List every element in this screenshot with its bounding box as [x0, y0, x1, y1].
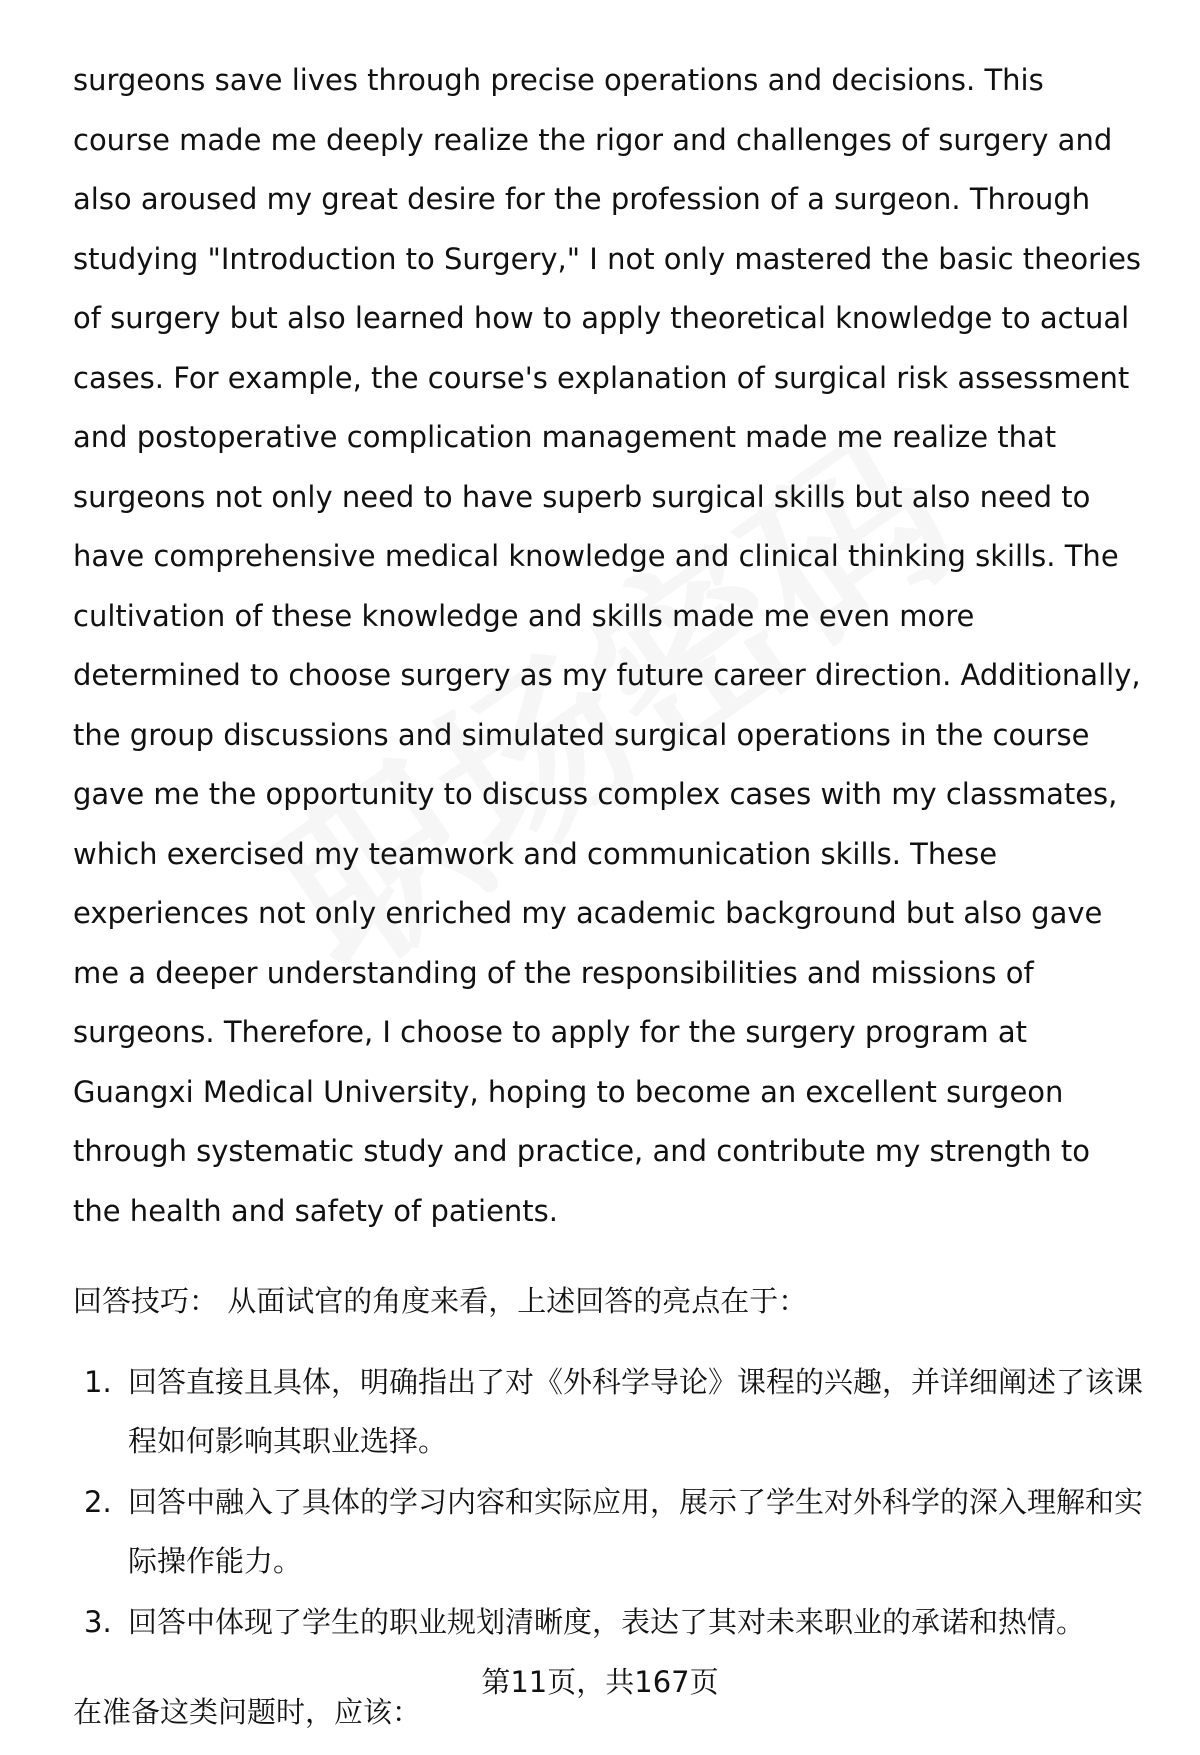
prepare-heading: 在准备这类问题时，应该： [73, 1695, 422, 1729]
list-item [73, 1353, 1143, 1471]
list-item-number: 1. [84, 1365, 112, 1399]
list-item-number: 3. [84, 1605, 112, 1639]
list-item [73, 1473, 1143, 1591]
list-item-text: 回答直接且具体，明确指出了对《外科学导论》课程的兴趣，并详细阐述了该课程如何影响其职业选择。 [128, 1365, 1144, 1458]
list-item-text: 回答中融入了具体的学习内容和实际应用，展示了学生对外科学的深入理解和实际操作能力。 [128, 1485, 1144, 1578]
list-item-number: 2. [84, 1485, 112, 1519]
tips-list [73, 1353, 1143, 1652]
tips-heading: 回答技巧： 从面试官的角度来看，上述回答的亮点在于： [73, 1284, 808, 1318]
list-item [73, 1593, 1143, 1652]
answer-paragraph: surgeons save lives through precise operations and decisions. This course made me deeply realize the rigor and challenges of surgery and also aroused my great desire for the profession of a surgeon. Through studying "Introduction to Surgery," I not only mastered the basic theories of surgery but also learned how to apply theoretical knowledge to actual cases. For example, the course's explanation of surgical risk assessment and postoperative complication management made me realize that surgeons not only need to have superb surgical skills but also need to have comprehensive medical knowledge and clinical thinking skills. The cultivation of these knowledge and skills made me even more determined to choose surgery as my future career direction. Additionally, the group discussions and simulated surgical operations in the course gave me the opportunity to discuss complex cases with my classmates, which exercised my teamwork and communication skills. These experiences not only enriched my academic background but also gave me a deeper understanding of the responsibilities and missions of surgeons. Therefore, I choose to apply for the surgery program at Guangxi Medical University, hoping to become an excellent surgeon through systematic study and practice, and contribute my strength to the health and safety of patients. [73, 63, 1142, 1228]
page-content [73, 51, 1143, 1742]
page-number: 第11页，共167页 [481, 1665, 719, 1699]
list-item-text: 回答中体现了学生的职业规划清晰度，表达了其对未来职业的承诺和热情。 [128, 1605, 1086, 1639]
